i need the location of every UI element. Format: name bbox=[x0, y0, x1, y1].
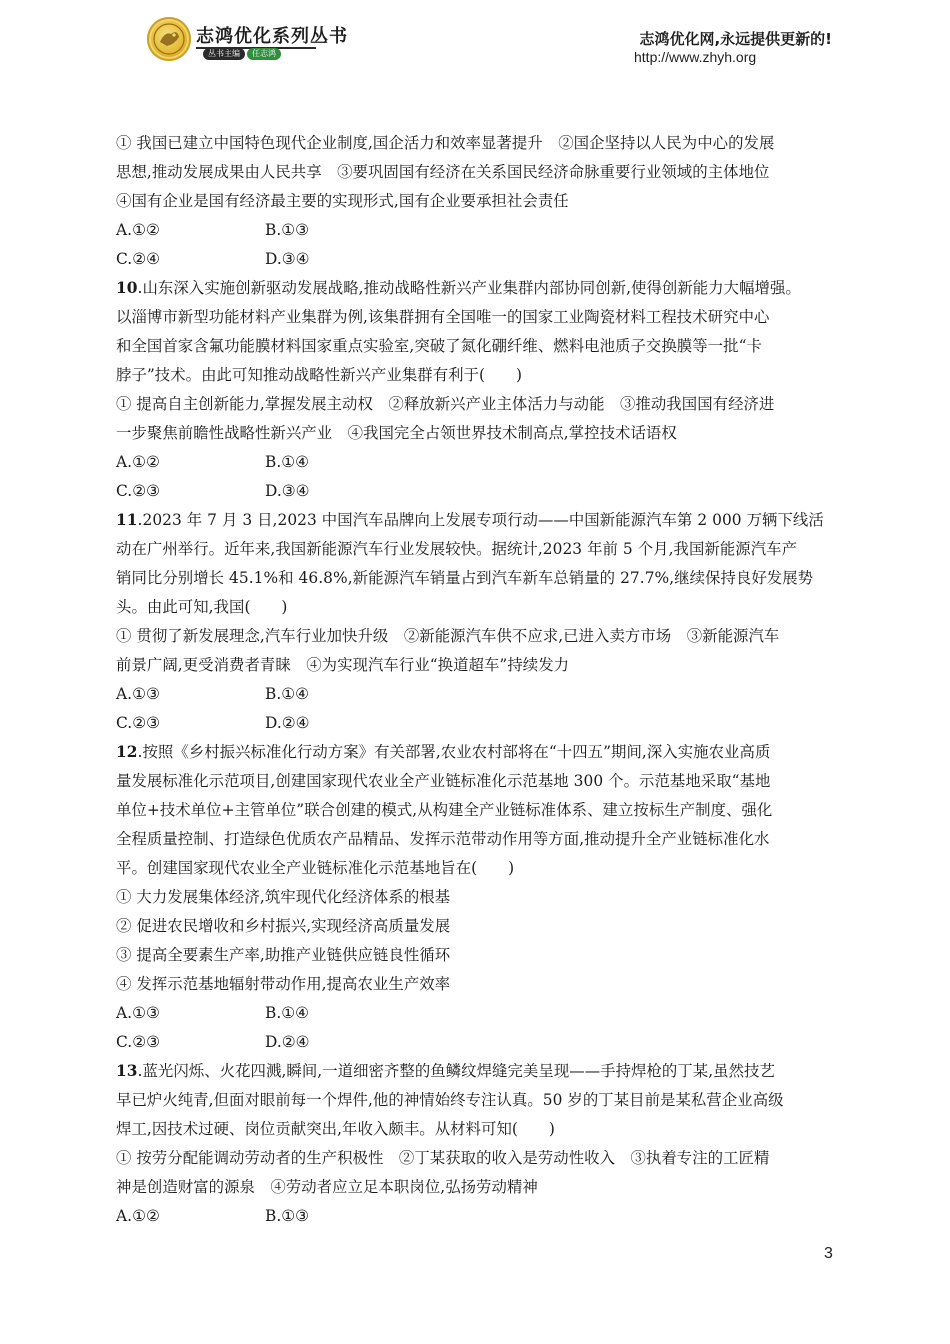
page-number: 3 bbox=[824, 1245, 833, 1262]
question-item-line: 前景广阔,更受消费者青睐 ④为实现汽车行业“换道超车”持续发力 bbox=[116, 656, 570, 674]
question-stem-line bbox=[116, 274, 836, 303]
question-stem-line: 销同比分别增长 45.1%和 46.8%,新能源汽车销量占到汽车新车总销量的 27.7%,继续保持良好发展势 bbox=[116, 569, 814, 587]
question-item-line: ① 大力发展集体经济,筑牢现代化经济体系的根基 bbox=[116, 888, 451, 906]
question-stem-line: 头。由此可知,我国( ) bbox=[116, 598, 288, 616]
question-stem-line: 和全国首家含氟功能膜材料国家重点实验室,突破了氮化硼纤维、燃料电池质子交换膜等一批“卡 bbox=[116, 337, 762, 355]
question-stem-line: 平。创建国家现代农业全产业链标准化示范基地旨在( ) bbox=[116, 859, 515, 877]
question-12 bbox=[116, 738, 836, 1057]
question-stem-line: 脖子”技术。由此可知推动战略性新兴产业集群有利于( ) bbox=[116, 366, 523, 384]
option-b[interactable]: B.①③ bbox=[265, 1207, 309, 1225]
q11-options-row bbox=[116, 709, 836, 738]
question-number: 10 bbox=[116, 279, 138, 297]
question-stem-line bbox=[116, 1057, 836, 1086]
option-d[interactable]: D.③④ bbox=[265, 482, 310, 500]
q12-options-row bbox=[116, 1028, 836, 1057]
site-slogan: 志鸿优化网,永远提供更新的! bbox=[639, 30, 832, 48]
editor-label-badge: 丛书主编 bbox=[203, 48, 245, 60]
question-stem-line: 以淄博市新型功能材料产业集群为例,该集群拥有全国唯一的国家工业陶瓷材料工程技术研究中心 bbox=[116, 308, 770, 326]
option-c[interactable]: C.②③ bbox=[116, 1033, 160, 1051]
option-d[interactable]: D.②④ bbox=[265, 714, 310, 732]
stem-text: .山东深入实施创新驱动发展战略,推动战略性新兴产业集群内部协同创新,使得创新能力大幅增强。 bbox=[137, 279, 801, 297]
question-item-line: ① 贯彻了新发展理念,汽车行业加快升级 ②新能源汽车供不应求,已进入卖方市场 ③新能源汽车 bbox=[116, 627, 780, 645]
option-a[interactable]: A.①② bbox=[116, 1207, 160, 1225]
question-9-tail bbox=[116, 129, 836, 274]
option-b[interactable]: B.①④ bbox=[265, 1004, 309, 1022]
question-item-line: ④ 发挥示范基地辐射带动作用,提高农业生产效率 bbox=[116, 975, 451, 993]
q9-item-line: ④国有企业是国有经济最主要的实现形式,国有企业要承担社会责任 bbox=[116, 192, 569, 210]
brand-badges bbox=[203, 48, 281, 60]
question-stem-line: 早已炉火纯青,但面对眼前每一个焊件,他的神情始终专注认真。50 岁的丁某目前是某私营企业高级 bbox=[116, 1091, 784, 1109]
option-a[interactable]: A.①③ bbox=[116, 685, 160, 703]
option-a[interactable]: A.①③ bbox=[116, 1004, 160, 1022]
question-number: 13 bbox=[116, 1062, 138, 1080]
question-stem-line: 量发展标准化示范项目,创建国家现代农业全产业链标准化示范基地 300 个。示范基地采取“基地 bbox=[116, 772, 771, 790]
question-stem-line: 单位+技术单位+主管单位”联合创建的模式,从构建全产业链标准体系、建立按标生产制度、强化 bbox=[116, 801, 773, 819]
question-content bbox=[116, 129, 836, 1231]
seal-logo-icon bbox=[147, 17, 191, 61]
question-stem-line: 动在广州举行。近年来,我国新能源汽车行业发展较快。据统计,2023 年前 5 个月,我国新能源汽车产 bbox=[116, 540, 798, 558]
question-item-line: ① 提高自主创新能力,掌握发展主动权 ②释放新兴产业主体活力与动能 ③推动我国国有经济进 bbox=[116, 395, 775, 413]
q11-options-row bbox=[116, 680, 836, 709]
question-stem-line bbox=[116, 738, 836, 767]
option-a[interactable]: A.①② bbox=[116, 221, 160, 239]
stem-text: .2023 年 7 月 3 日,2023 中国汽车品牌向上发展专项行动——中国新能源汽车第 2 000 万辆下线活 bbox=[137, 511, 824, 529]
q9-options-row bbox=[116, 216, 836, 245]
question-10 bbox=[116, 274, 836, 506]
question-number: 12 bbox=[116, 743, 138, 761]
q9-item-line: ① 我国已建立中国特色现代企业制度,国企活力和效率显著提升 ②国企坚持以人民为中心的发展 bbox=[116, 134, 775, 152]
option-b[interactable]: B.①④ bbox=[265, 453, 309, 471]
question-item-line: ① 按劳分配能调动劳动者的生产积极性 ②丁某获取的收入是劳动性收入 ③执着专注的工匠精 bbox=[116, 1149, 770, 1167]
q9-options-row bbox=[116, 245, 836, 274]
question-stem-line: 全程质量控制、打造绿色优质农产品精品、发挥示范带动作用等方面,推动提升全产业链标准化水 bbox=[116, 830, 770, 848]
option-c[interactable]: C.②③ bbox=[116, 482, 160, 500]
q9-item-line: 思想,推动发展成果由人民共享 ③要巩固国有经济在关系国民经济命脉重要行业领域的主体地位 bbox=[116, 163, 770, 181]
q10-options-row bbox=[116, 477, 836, 506]
option-b[interactable]: B.①④ bbox=[265, 685, 309, 703]
q12-options-row bbox=[116, 999, 836, 1028]
question-item-line: ② 促进农民增收和乡村振兴,实现经济高质量发展 bbox=[116, 917, 451, 935]
option-b[interactable]: B.①③ bbox=[265, 221, 309, 239]
question-stem-line: 焊工,因技术过硬、岗位贡献突出,年收入颇丰。从材料可知( ) bbox=[116, 1120, 555, 1138]
editor-name-badge: 任志鸿 bbox=[247, 48, 281, 60]
option-c[interactable]: C.②③ bbox=[116, 714, 160, 732]
site-url-link[interactable]: http://www.zhyh.org bbox=[634, 49, 757, 65]
option-c[interactable]: C.②④ bbox=[116, 250, 160, 268]
q13-options-row bbox=[116, 1202, 836, 1231]
question-11 bbox=[116, 506, 836, 738]
question-item-line: 神是创造财富的源泉 ④劳动者应立足本职岗位,弘扬劳动精神 bbox=[116, 1178, 538, 1196]
stem-text: .按照《乡村振兴标准化行动方案》有关部署,农业农村部将在“十四五”期间,深入实施农业高质 bbox=[137, 743, 771, 761]
q10-options-row bbox=[116, 448, 836, 477]
question-stem-line bbox=[116, 506, 836, 535]
question-item-line: ③ 提高全要素生产率,助推产业链供应链良性循环 bbox=[116, 946, 451, 964]
option-d[interactable]: D.③④ bbox=[265, 250, 310, 268]
question-number: 11 bbox=[116, 511, 138, 529]
option-a[interactable]: A.①② bbox=[116, 453, 160, 471]
brand-title: 志鸿优化系列丛书 bbox=[196, 26, 348, 47]
question-13 bbox=[116, 1057, 836, 1231]
option-d[interactable]: D.②④ bbox=[265, 1033, 310, 1051]
question-item-line: 一步聚焦前瞻性战略性新兴产业 ④我国完全占领世界技术制高点,掌控技术话语权 bbox=[116, 424, 677, 442]
stem-text: .蓝光闪烁、火花四溅,瞬间,一道细密齐整的鱼鳞纹焊缝完美呈现——手持焊枪的丁某,虽然技艺 bbox=[137, 1062, 775, 1080]
